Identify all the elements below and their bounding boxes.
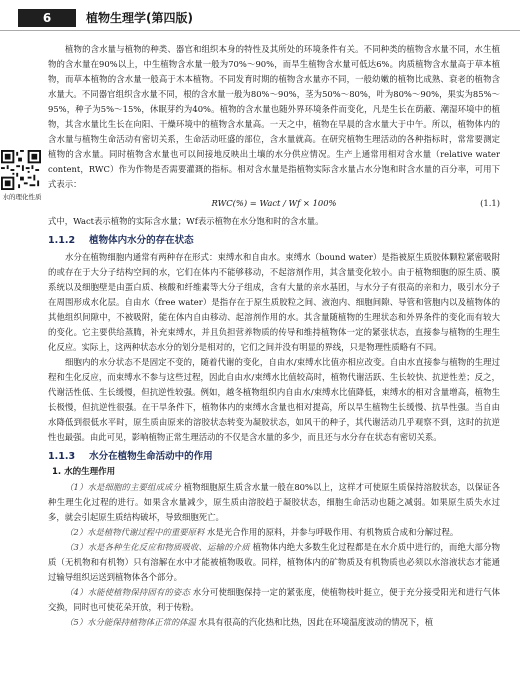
qr-caption: 水的理化性质 <box>2 193 42 201</box>
list-item <box>48 525 500 540</box>
section-title: 植物体内水分的存在状态 <box>89 235 194 246</box>
item-text: 水是光合作用的原料，并参与呼吸作用、有机物质合成和分解过程。 <box>207 527 459 537</box>
paragraph: 植物的含水量与植物的种类、器官和组织本身的特性及其所处的环境条件有关。不同种类的植物含水量不同，水生植物的含水量在90%以上，中生植物含水量一般为70%～90%，而旱生植物含水量可低达6%。肉质植物含水量高于草本植物，而草本植物的含水量一般高于木本植物。不同发育时期的植物含水量亦不同，一般幼嫩的植物比成熟、衰老的植物含水量大。不同器官组织含水量不同，根的含水量一般为80%～90%，茎为50%～80%，叶为80%～90%，果实为85%～95%，种子为5%～15%，休眠芽约为40%。植物的含水量也随外界环境条件而变化，凡是生长在荫蔽、潮湿环境中的植物，其含水量比生长在向阳、干燥环境中的植物含水量高。一天之中，植物在早晨的含水量大于中午。所以，植物体内的含水量与植物生命活动有密切关系，生命活动旺盛的部位，含水量就高。在研究植物生理活动的各种指标时，常常要测定植物的含水量。同时植物含水量也可以间接地反映出土壤的水分供应情况。生产上通常用相对含水量（relative water content，RWC）作为作物是否需要灌溉的指标。相对含水量是指植物实际含水量占水分饱和时含水量的百分率，可用下式表示： <box>48 44 500 189</box>
page-body <box>48 42 500 630</box>
paragraph: 式中，Wact表示植物的实际含水量；Wf表示植物在水分饱和时的含水量。 <box>48 216 324 226</box>
paragraph: 水分在植物细胞内通常有两种存在形式：束缚水和自由水。束缚水（bound water）是指被原生质胶体颗粒紧密吸附的或存在于大分子结构空间的水，它们在体内不能够移动，不起溶剂作用，其含量变化较小。由于植物细胞的原生质、膜系统以及细胞壁是由蛋白质、核酸和纤维素等大分子组成，含有大量的亲水基团，与水分子有很高的亲和力，吸引水分子在周围形成水化层。自由水（free water）是指存在于原生质胶粒之间、液泡内、细胞间隙、导管和管胞内以及植物体的其他组织间隙中，不被吸附，能在体内自由移动、起溶剂作用的水。其含量随植物的生理状态和外界条件的变化而有较大的变化。它主要供给蒸腾，补充束缚水，并且负担营养物质的传导和维持植物体一定的紧张状态，直接参与植物的生理生化反应。实际上，这两种状态水分的划分是相对的，它们之间并没有明显的界线，只是物理性质略有不同。 <box>48 252 500 352</box>
item-label: （1）水是细胞的主要组成成分 <box>65 482 181 492</box>
section-heading <box>48 450 500 464</box>
section-heading <box>48 234 500 248</box>
item-label: （2）水是植物代谢过程中的重要原料 <box>65 527 205 537</box>
subsection-heading: 1. 水的生理作用 <box>52 467 116 477</box>
list-item <box>48 480 500 525</box>
paragraph: 细胞内的水分状态不是固定不变的，随着代谢的变化，自由水/束缚水比值亦相应改变。自由水直接参与植物的生理过程和生化反应，而束缚水不参与这些过程，因此自由水/束缚水比值较高时，植物代谢活跃、生长较快、抗逆性差；反之，代谢活性低、生长缓慢，但抗逆性较强。例如，越冬植物组织内自由水/束缚水比值降低，束缚水的相对含量增高，植物生长极慢，但抗逆性很强。在干旱条件下，植物体内的束缚水含量也相对提高，所以旱生植物生长缓慢、抗旱性强。当自由水降低到很低水平时，原生质由原来的溶胶状态转变为凝胶状态，如风干的种子，其代谢活动几乎观察不到，这时的抗逆性也最强。由此可见，影响植物正常生理活动的不仅是含水量的多少，而且还与水分存在状态有密切关系。 <box>48 357 500 442</box>
item-label: （5）水分能保持植物体正常的体温 <box>65 617 196 627</box>
section-title: 水分在植物生命活动中的作用 <box>89 451 213 462</box>
header-rule <box>0 30 520 31</box>
page-header <box>0 0 520 34</box>
item-text: 植物体内绝大多数生化过程都是在水介质中进行的，而绝大部分物质（无机物和有机物）只有溶解在水中才能被植物吸收。同样，植物体内的矿物质及有机物质也必须以水溶液状态才能通过输导组织运送到植物体各个部分。 <box>48 542 500 582</box>
list-item <box>48 540 500 585</box>
list-item <box>48 585 500 615</box>
section-number: 1.1.2 <box>48 235 76 246</box>
item-label: （3）水是各种生化反应和物质吸收、运输的介质 <box>65 542 250 552</box>
formula <box>48 192 500 214</box>
formula-text: RWC(%) = Wact / Wf × 100% <box>211 198 337 208</box>
section-number: 1.1.3 <box>48 451 76 462</box>
book-title: 植物生理学(第四版) <box>86 11 193 25</box>
item-text: 水分可使细胞保持一定的紧张度，使植物枝叶挺立，便于充分接受阳光和进行气体交换，同时也可使花朵开放，利于传粉。 <box>48 587 501 612</box>
page-number: 6 <box>42 11 52 25</box>
item-text: 植物细胞原生质含水量一般在80%以上，这样才可使原生质保持溶胶状态，以保证各种生理生化过程的进行。如果含水量减少，原生质由溶胶趋于凝胶状态，细胞生命活动也随之减弱。如果原生质失水过多，就会引起原生质结构破坏，导致细胞死亡。 <box>48 482 500 522</box>
formula-number: (1.1) <box>480 198 500 208</box>
item-label: （4）水能使植物保持固有的姿态 <box>65 587 191 597</box>
list-item <box>48 615 500 630</box>
item-text: 水具有很高的汽化热和比热，因此在环境温度波动的情况下，植 <box>198 617 434 627</box>
qr-code-icon[interactable] <box>1 150 41 190</box>
